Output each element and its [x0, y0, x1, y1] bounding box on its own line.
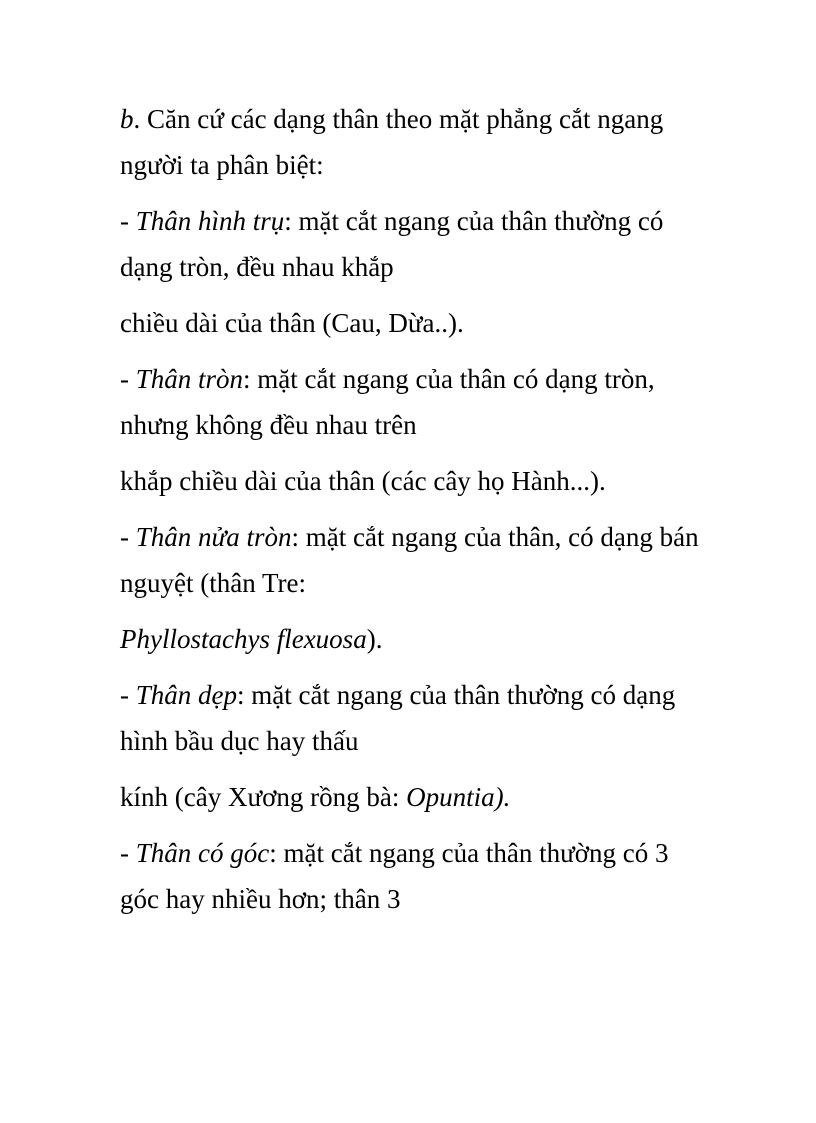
text-segment: nhưng không đều nhau trên — [120, 410, 417, 440]
text-line — [120, 672, 760, 718]
text-segment: . Căn cứ các dạng thân theo mặt phẳng cắt ngang — [133, 104, 664, 134]
text-segment: : mặt cắt ngang của thân, có dạng bán — [291, 522, 699, 552]
text-line — [120, 830, 760, 876]
text-segment: kính (cây Xương rồng bà: — [120, 782, 407, 812]
italic-text-segment: Thân tròn — [135, 364, 244, 394]
text-segment: - — [120, 364, 136, 394]
text-segment: : mặt cắt ngang của thân thường có — [284, 206, 664, 236]
text-line — [120, 514, 760, 560]
text-segment: - — [120, 522, 136, 552]
text-segment: - — [120, 206, 136, 236]
document-body — [120, 96, 760, 922]
text-segment: hình bầu dục hay thấu — [120, 726, 359, 756]
text-line — [120, 142, 760, 188]
text-segment: người ta phân biệt: — [120, 150, 324, 180]
text-segment: - — [120, 680, 136, 710]
italic-text-segment: Phyllostachys flexuosa — [120, 624, 367, 654]
text-segment: khắp chiều dài của thân (các cây họ Hành...). — [120, 466, 606, 496]
text-segment: ). — [366, 624, 383, 654]
text-line — [120, 616, 760, 662]
text-line — [120, 458, 760, 504]
text-segment: nguyệt (thân Tre: — [120, 568, 306, 598]
italic-text-segment: Opuntia). — [406, 782, 511, 812]
text-line — [120, 198, 760, 244]
italic-text-segment: Thân nửa tròn — [135, 522, 292, 552]
text-segment: : mặt cắt ngang của thân thường có 3 — [269, 838, 669, 868]
italic-text-segment: Thân dẹp — [135, 680, 237, 710]
text-segment: dạng tròn, đều nhau khắp — [120, 252, 394, 282]
text-line — [120, 244, 760, 290]
text-line — [120, 356, 760, 402]
text-line — [120, 300, 760, 346]
text-line — [120, 560, 760, 606]
text-line — [120, 718, 760, 764]
text-segment: : mặt cắt ngang của thân có dạng tròn, — [243, 364, 655, 394]
italic-text-segment: Thân có góc — [135, 838, 270, 868]
text-line — [120, 774, 760, 820]
italic-text-segment: b — [120, 104, 134, 134]
text-line — [120, 402, 760, 448]
text-line — [120, 876, 760, 922]
text-segment: chiều dài của thân (Cau, Dừa..). — [120, 308, 464, 338]
italic-text-segment: Thân hình trụ — [135, 206, 285, 236]
text-line — [120, 96, 760, 142]
text-segment: góc hay nhiều hơn; thân 3 — [120, 884, 401, 914]
text-segment: : mặt cắt ngang của thân thường có dạng — [237, 680, 676, 710]
text-segment: - — [120, 838, 136, 868]
